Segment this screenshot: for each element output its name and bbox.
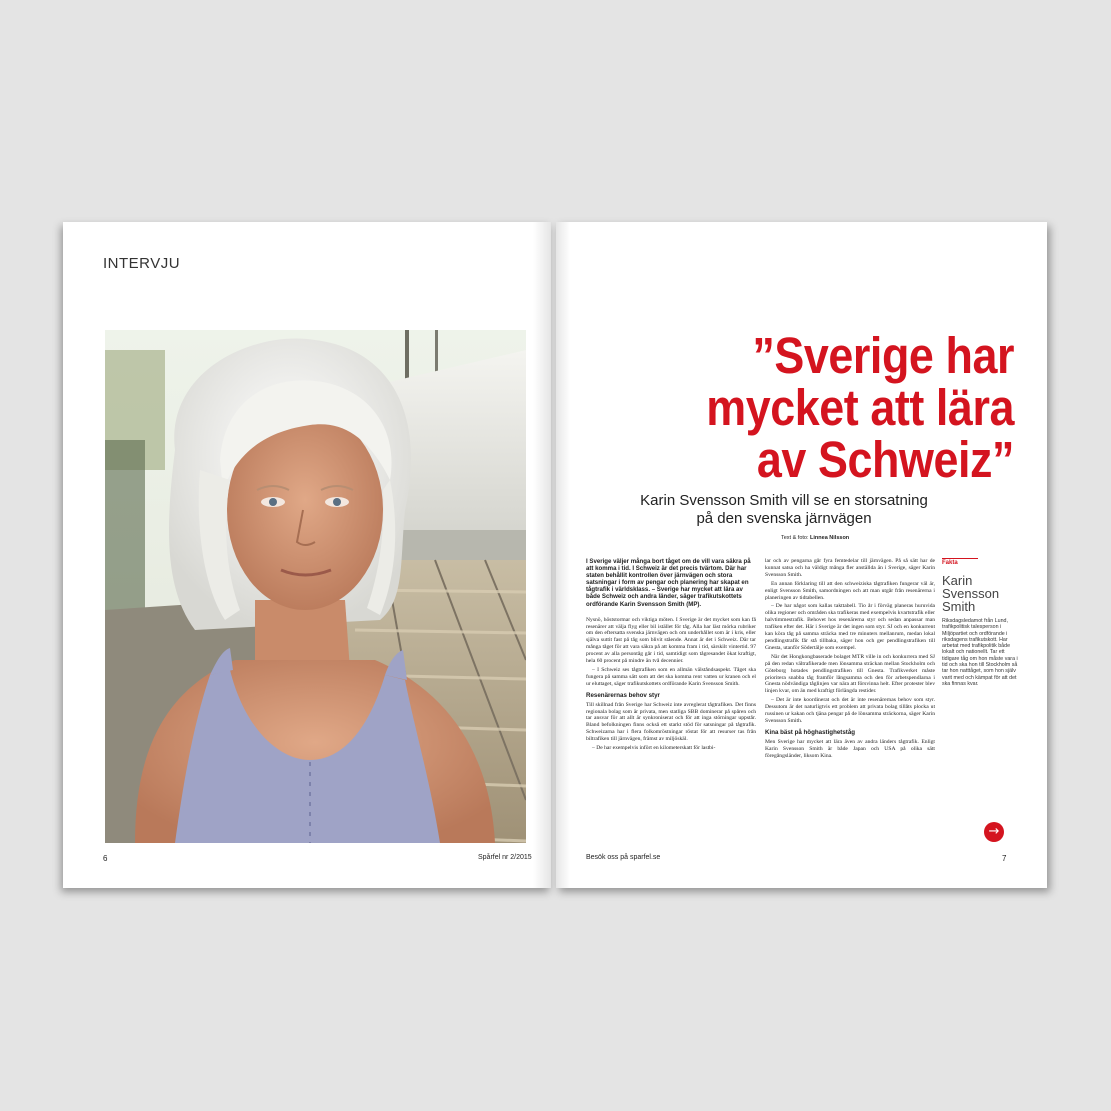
body-paragraph: – I Schweiz ses tågtrafiken som en allmän välståndsaspekt. Tåget ska fungera på samma sätt som att det ska komma rent vatten ur kranen och el ur eluttaget, säger trafikutskottets ordförande Karin Svensson Smith. <box>586 667 756 687</box>
gutter-shadow <box>556 222 570 888</box>
headline-line: mycket att lära <box>706 379 1014 436</box>
article-column-1 <box>586 558 756 754</box>
byline-prefix: Text & foto: <box>781 535 809 541</box>
article-lead: I Sverige väljer många bort tåget om de vill vara säkra på att komma i tid. I Schweiz är det precis tvärtom. Där har staten behållit kontrollen över järnvägen och stora satsningar i form av pengar och planering har skapat en tågtrafik i världsklass. – Sverige har mycket att lära av både Schweiz och andra länder, säger trafikutskottets ordförande Karin Svensson Smith (MP). <box>586 558 751 608</box>
page-number: 7 <box>1002 854 1007 863</box>
fact-name-line: Smith <box>942 599 976 614</box>
subheadline-line: på den svenska järnvägen <box>696 510 872 527</box>
body-paragraph: – De har exempelvis infört en kilometerskatt för lastbi- <box>592 745 716 752</box>
headline <box>636 327 1014 488</box>
byline-author: Linnea Nilsson <box>810 535 850 541</box>
body-paragraph: lar och av pengarna går fyra femtedelar till järnvägen. På så sätt har de kunnat satsa och ha väldigt många fler anställda än i Sverige, säger Karin Svensson Smith. <box>765 558 935 578</box>
fact-name-line: Svensson <box>942 586 1000 601</box>
arrow-right-circle-icon: → <box>984 822 1004 842</box>
fact-name-line: Karin <box>942 573 973 588</box>
fact-box <box>942 558 1022 687</box>
footer-issue: Spårfel nr 2/2015 <box>478 854 532 861</box>
section-label: INTERVJU <box>103 255 181 272</box>
body-paragraph: Men Sverige har mycket att lära även av andra länders tågtrafik. Enligt Karin Svensson Smith är både Japan och USA på olika sätt föregångsländer, liksom Kina. <box>765 738 935 759</box>
page-number: 6 <box>103 854 108 863</box>
left-page <box>63 222 551 888</box>
right-page <box>556 222 1047 888</box>
body-paragraph: – Det är inte koordinerat och det är inte resenärernas behov som styr. Dessutom är det naturligtvis ett problem att privata bolag tillåts plocka ut russinen ur kakan och tjäna pengar på de lönsamma sträckorna, säger Karin Svensson Smith. <box>765 697 935 724</box>
fact-label: Fakta <box>942 560 958 566</box>
fact-name <box>942 574 1022 613</box>
headline-line: av Schweiz” <box>756 431 1014 488</box>
body-paragraph: Nysnö, höststormar och viktiga möten. I Sverige är det mycket som kan få resenärer att välja flyg eller bil istället för tåg. Alla har läst mörka rubriker om den eftersatta svenska järnvägen och om underhållet som är i kris, eller själva suttit fast på tåg som blivit stående. Annat är det i Schweiz. Där tar många tåget för att vara säkra på att komma fram i tid, särskilt vintertid. 97 procent av alla persontåg går i tid, samtidigt som tågresandet ökat kraftigt, hela 60 procent på mindre än två decennier. <box>586 616 756 665</box>
subheadline <box>586 492 982 528</box>
headline-line: ”Sverige har <box>752 327 1014 384</box>
article-column-2 <box>765 558 935 761</box>
subheading: Kina bäst på höghastighetståg <box>765 728 856 736</box>
body-paragraph: Till skillnad från Sverige har Schweiz inte avreglerat tågtrafiken. Det finns regionala bolag som är privata, men statliga SBB dominerar på spåren och tar ansvar för att allt är synkroniserat och för att inga störningar uppstår. Bland befolkningen finns också ett starkt stöd för satsningar på tågtrafik. Schweizarna har i flera folkomröstningar röstat för att resurser tas från biltrafiken till järnvägen, främst av miljöskäl. <box>586 701 756 743</box>
body-paragraph: En annan förklaring till att den schweiziska tågtrafiken fungerar väl är, enligt Svensson Smith, samordningen och att man utgår från resenärerna i planeringen av tidtabellen. <box>765 580 935 601</box>
fact-divider <box>942 558 978 559</box>
byline <box>781 535 849 541</box>
fact-text: Riksdagsledamot från Lund, trafikpolitisk talesperson i Miljöpartiet och ordförande i riksdagens trafikutskott. Har arbetat med trafikpolitik både lokalt och nationellt. Tar ett tidigare tåg om hon måste vara i tid och ska hon till Stockholm så tar hon natttåget, som hon själv varit med och kämpat för att det ska finnas kvar. <box>942 618 1018 687</box>
body-paragraph: När det Hongkongbaserade bolaget MTR ville in och konkurrera med SJ på den redan vältrafikerade men lönsamma sträckan mellan Stockholm och Göteborg hotades pendlingstrafiken till Gnesta. Trafikverket måste prioritera snabba tåg framför långsamma och den för arbetspendlarna i Gnesta nödvändiga tåglinjen var nära att försvinna helt. Efter protester blev linjen kvar, om än med kraftigt förlängda restider. <box>765 653 935 695</box>
portrait-photo <box>105 330 526 843</box>
body-paragraph: – De har något som kallas takttabell. Tio år i förväg planeras huruvida olika regioner och områden ska trafikeras med exempelvis kvartstrafik eller halvtimmestrafik. Behovet hos resenärerna styr och sedan anpassar man trafiken efter det. Här i Sverige är det ingen som styr. SJ och en konkurrent kan köra tåg på samma sträcka med tre minuters mellanrum, medan lokal pendlingstrafik får stå tillbaka, säger hon och ger pendlingstrafiken till Gnesta, utanför Södertälje som exempel. <box>765 603 935 651</box>
subheadline-line: Karin Svensson Smith vill se en storsatning <box>640 492 928 509</box>
gutter-shadow <box>533 222 551 888</box>
subheading: Resenärernas behov styr <box>586 691 660 699</box>
footer-website: Besök oss på sparfel.se <box>586 854 661 861</box>
